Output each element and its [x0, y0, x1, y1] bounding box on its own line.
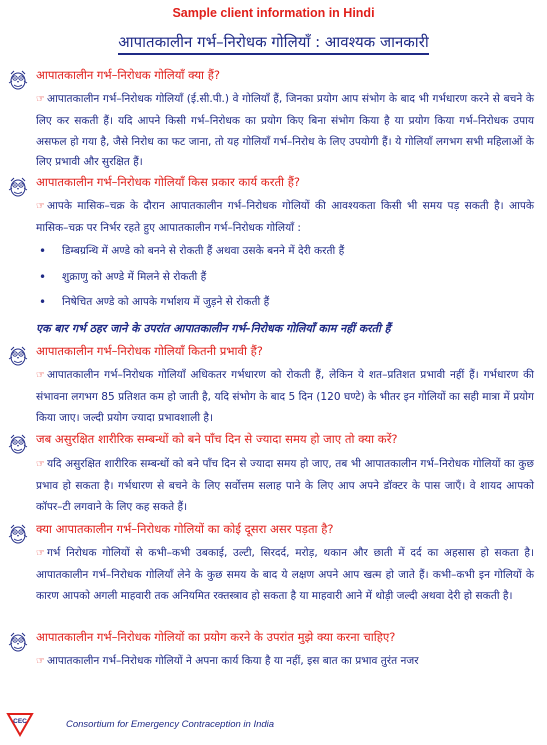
question-1: आपातकालीन गर्भ–निरोधक गोलियाँ क्या हैं? — [36, 68, 221, 82]
bullet-item: • शुक्राणु को अण्डे में मिलने से रोकती हैं — [36, 267, 516, 293]
owl-icon — [6, 344, 30, 366]
owl-icon — [6, 630, 30, 652]
main-heading — [0, 32, 547, 52]
pointing-hand-icon: ☞ — [36, 656, 45, 667]
footer-org-name: Consortium for Emergency Contraception in India — [66, 719, 275, 730]
question-5: क्या आपातकालीन गर्भ–निरोधक गोलियों का कोई दूसरा असर पड़ता है? — [36, 522, 334, 536]
owl-icon — [6, 68, 30, 90]
logo-text: CEC — [13, 718, 27, 725]
pointing-hand-icon: ☞ — [36, 459, 45, 470]
cec-logo — [6, 711, 34, 737]
answer-4: ☞ यदि असुरक्षित शारीरिक सम्बन्धों को बने पाँच दिन से ज्यादा समय हो जाए, तब भी आपातकालीन गर्भ–निरोधक गोलियों का कुछ प्रभाव हो सकता है। गर्भधारण से बचने के लिए सर्वोत्तम सलाह पाने के लिए आप अपने डॉक्टर के पास जाएँ। वे शायद आपको कॉपर–टी लगवाने के लिए कह सकते हैं। — [36, 458, 534, 513]
question-3: आपातकालीन गर्भ–निरोधक गोलियाँ कितनी प्रभावी हैं? — [36, 344, 263, 358]
main-heading-text: आपातकालीन गर्भ–निरोधक गोलियाँ : आवश्यक जानकारी — [118, 33, 428, 55]
owl-icon — [6, 175, 30, 197]
pointing-hand-icon: ☞ — [36, 94, 45, 105]
answer-2: ☞ आपके मासिक–चक्र के दौरान आपातकालीन गर्भ–निरोधक गोलियों की आवश्यकता किसी भी समय पड़ सकती है। आपके मासिक–चक्र पर निर्भर रहते हुए आपातकालीन गर्भ–निरोधक गोलियाँ : — [36, 200, 534, 234]
owl-icon — [6, 522, 30, 544]
question-4: जब असुरक्षित शारीरिक सम्बन्धों को बने पाँच दिन से ज्यादा समय हो जाए तो क्या करें? — [36, 432, 398, 446]
question-6: आपातकालीन गर्भ–निरोधक गोलियों का प्रयोग करने के उपरांत मुझे क्या करना चाहिए? — [36, 630, 396, 644]
bullet-item: • डिम्बग्रन्थि में अण्डे को बनने से रोकती हैं अथवा उसके बनने में देरी करती हैं — [36, 241, 516, 267]
important-note: एक बार गर्भ ठहर जाने के उपरांत आपातकालीन गर्भ–निरोधक गोलियाँ काम नहीं करती हैं — [36, 322, 391, 335]
action-bullet-list — [36, 241, 516, 318]
answer-6: ☞ आपातकालीन गर्भ–निरोधक गोलियों ने अपना कार्य किया है या नहीं, इस बात का प्रभाव तुरंत नजर — [36, 655, 419, 667]
pointing-hand-icon: ☞ — [36, 370, 45, 381]
question-2: आपातकालीन गर्भ–निरोधक गोलियाँ किस प्रकार कार्य करती हैं? — [36, 175, 301, 189]
top-title: Sample client information in Hindi — [172, 6, 375, 20]
owl-icon — [6, 432, 30, 454]
bullet-item: • निषेचित अण्डे को आपके गर्भाशय में जुड़ने से रोकती हैं — [36, 292, 516, 318]
answer-3: ☞ आपातकालीन गर्भ–निरोधक गोलियाँ अधिकतर गर्भधारण को रोकती हैं, लेकिन ये शत–प्रतिशत प्रभावी नहीं हैं। गर्भधारण की संभावना लगभग 85 प्रतिशत कम हो जाती है, यदि संभोग के बाद 5 दिन (120 घण्टे) के भीतर इन गोलियों का सही मात्रा में प्रयोग किया जाए। जल्दी प्रयोग ज्यादा प्रभावशाली है। — [36, 369, 534, 424]
answer-1: ☞ आपातकालीन गर्भ–निरोधक गोलियाँ (ई.सी.पी.) वे गोलियाँ हैं, जिनका प्रयोग आप संभोग के बाद भी गर्भधारण करने से बचने के लिए कर सकती हैं। यदि आपने किसी गर्भ–निरोधक का प्रयोग किए बिना संभोग किया है या प्रयोग किया गर्भ–निरोधक उपाय असफल हो गया है, जैसे निरोध का फट जाना, तो यह गोलियाँ गर्भ–निरोध के लिए उपयोगी हैं। ये गोलियाँ लगभग सभी महिलाओं के लिए प्रभावी और सुरक्षित हैं। — [36, 93, 534, 169]
answer-5: ☞ गर्भ निरोधक गोलियों से कभी–कभी उबकाई, उल्टी, सिरदर्द, मरोड़, थकान और छाती में दर्द का अहसास हो सकता है। आपातकालीन गर्भ–निरोधक गोलियाँ लेने के कुछ समय के बाद ये लक्षण अपने आप खत्म हो जाते हैं। कभी–कभी इन गोलियों के कारण आपको अगली माहवारी तक अनियमित रक्तस्त्राव हो सकता है या माहवारी आने में थोड़ी जल्दी अथवा देरी हो सकती है। — [36, 547, 534, 602]
pointing-hand-icon: ☞ — [36, 548, 45, 559]
pointing-hand-icon: ☞ — [36, 201, 45, 212]
